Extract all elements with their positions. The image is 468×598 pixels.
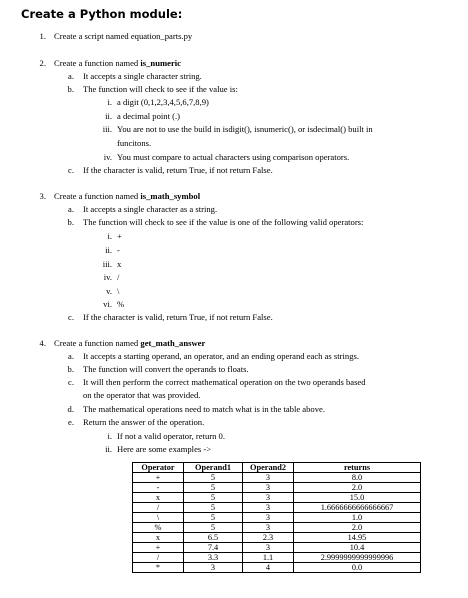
sub-marker: c. — [68, 165, 74, 175]
table-row — [133, 503, 421, 513]
table-cell: 7.4 — [184, 543, 243, 553]
table-cell: 6.5 — [184, 533, 243, 543]
table-cell: 2.3 — [243, 533, 294, 543]
table-row — [133, 513, 421, 523]
sub-marker: e. — [68, 417, 74, 427]
table-cell: x — [133, 533, 184, 543]
function-name: get_math_answer — [140, 338, 206, 348]
roman-text: If not a valid operator, return 0. — [117, 431, 225, 441]
sub-marker: a. — [68, 351, 74, 361]
roman-text: funcitons. — [117, 138, 152, 148]
table-cell: 10.4 — [294, 543, 421, 553]
roman-text: Here are some examples -> — [117, 444, 212, 454]
sub-marker: b. — [67, 84, 74, 94]
item-text — [54, 58, 181, 68]
column-header: Operator — [133, 463, 184, 473]
table-cell: 3 — [243, 503, 294, 513]
sub-text: It accepts a starting operand, an operator, and an ending operand each as strings. — [83, 351, 359, 361]
table-cell: 3 — [243, 473, 294, 483]
roman-marker: vi. — [103, 299, 112, 309]
table-cell: \ — [133, 513, 184, 523]
table-cell: 4 — [243, 563, 294, 573]
operator-symbol: + — [117, 231, 122, 241]
table-row — [133, 483, 421, 493]
table-cell: 3 — [243, 483, 294, 493]
roman-marker: ii. — [105, 111, 112, 121]
table-cell: / — [133, 503, 184, 513]
sub-marker: c. — [68, 312, 74, 322]
sub-text: It accepts a single character string. — [83, 71, 202, 81]
sub-text: It will then perform the correct mathematical operation on the two operands based — [83, 377, 366, 387]
table-row — [133, 493, 421, 503]
operator-symbol: / — [117, 272, 120, 282]
sub-text: The mathematical operations need to match what is in the table above. — [83, 404, 325, 414]
roman-marker: iv. — [103, 152, 112, 162]
item-text — [54, 338, 205, 348]
examples-table — [132, 462, 421, 573]
item-number: 3. — [39, 191, 46, 201]
item-text — [54, 191, 200, 201]
table-cell: 3 — [184, 563, 243, 573]
table-cell: 2.0 — [294, 523, 421, 533]
table-cell: 14.95 — [294, 533, 421, 543]
item-intro: Create a function named — [54, 58, 141, 68]
table-cell: 3.3 — [184, 553, 243, 563]
roman-marker: iii. — [102, 124, 112, 134]
roman-marker: iii. — [102, 259, 112, 269]
table-cell: 5 — [184, 473, 243, 483]
table-cell: % — [133, 523, 184, 533]
sub-marker: b. — [67, 217, 74, 227]
roman-text: a decimal point (.) — [117, 111, 180, 121]
item-intro: Create a function named — [54, 191, 141, 201]
item-number: 4. — [39, 338, 46, 348]
sub-marker: a. — [68, 204, 74, 214]
table-cell: 2.9999999999999996 — [294, 553, 421, 563]
column-header: returns — [294, 463, 421, 473]
roman-text: You must compare to actual characters using comparison operators. — [117, 152, 350, 162]
sub-marker: a. — [68, 71, 74, 81]
sub-text: The function will check to see if the value is one of the following valid operators: — [83, 217, 364, 227]
roman-marker: ii. — [105, 245, 112, 255]
sub-text: The function will check to see if the value is: — [83, 84, 238, 94]
table-cell: 3 — [243, 513, 294, 523]
roman-text: a digit (0,1,2,3,4,5,6,7,8,9) — [117, 97, 209, 107]
table-cell: 5 — [184, 493, 243, 503]
column-header: Operand2 — [243, 463, 294, 473]
table-cell: - — [133, 483, 184, 493]
operator-symbol: % — [117, 299, 125, 309]
sub-text: Return the answer of the operation. — [83, 417, 205, 427]
table-row — [133, 533, 421, 543]
table-cell: + — [133, 543, 184, 553]
sub-text: If the character is valid, return True, if not return False. — [83, 312, 273, 322]
table-cell: 8.0 — [294, 473, 421, 483]
function-name: is_math_symbol — [140, 191, 201, 201]
table-cell: 3 — [243, 543, 294, 553]
table-cell: 3 — [243, 493, 294, 503]
page-title: Create a Python module: — [21, 7, 183, 21]
sub-text: If the character is valid, return True, if not return False. — [83, 165, 273, 175]
table-cell: 1.6666666666666667 — [294, 503, 421, 513]
table-row — [133, 543, 421, 553]
table-cell: * — [133, 563, 184, 573]
sub-marker: d. — [67, 404, 74, 414]
table-cell: x — [133, 493, 184, 503]
table-row — [133, 553, 421, 563]
operator-symbol: \ — [117, 286, 120, 296]
table-cell: 15.0 — [294, 493, 421, 503]
sub-text: It accepts a single character as a string. — [83, 204, 218, 214]
roman-marker: iv. — [103, 272, 112, 282]
item-text: Create a script named equation_parts.py — [54, 31, 193, 41]
table-cell: + — [133, 473, 184, 483]
sub-marker: b. — [67, 364, 74, 374]
function-name: is_numeric — [140, 58, 181, 68]
column-header: Operand1 — [184, 463, 243, 473]
table-cell: 1.0 — [294, 513, 421, 523]
table-cell: 3 — [243, 523, 294, 533]
table-cell: 5 — [184, 503, 243, 513]
roman-text: You are not to use the build in isdigit(), isnumeric(), or isdecimal() built in — [117, 124, 373, 134]
item-intro: Create a function named — [54, 338, 141, 348]
table-row — [133, 523, 421, 533]
item-number: 2. — [39, 58, 46, 68]
table-header-row — [133, 463, 421, 473]
roman-marker: i. — [107, 97, 112, 107]
table-cell: 5 — [184, 483, 243, 493]
sub-text: on the operator that was provided. — [83, 390, 201, 400]
table-row — [133, 473, 421, 483]
roman-marker: i. — [107, 431, 112, 441]
table-cell: / — [133, 553, 184, 563]
sub-marker: c. — [68, 377, 74, 387]
roman-marker: i. — [107, 231, 112, 241]
table-cell: 2.0 — [294, 483, 421, 493]
table-row — [133, 563, 421, 573]
table-cell: 1.1 — [243, 553, 294, 563]
table-cell: 0.0 — [294, 563, 421, 573]
operator-symbol: x — [117, 259, 122, 269]
item-number: 1. — [39, 31, 46, 41]
table-cell: 5 — [184, 523, 243, 533]
roman-marker: ii. — [105, 444, 112, 454]
operator-symbol: - — [117, 245, 120, 255]
roman-marker: v. — [106, 286, 112, 296]
table-cell: 5 — [184, 513, 243, 523]
sub-text: The function will convert the operands to floats. — [83, 364, 249, 374]
